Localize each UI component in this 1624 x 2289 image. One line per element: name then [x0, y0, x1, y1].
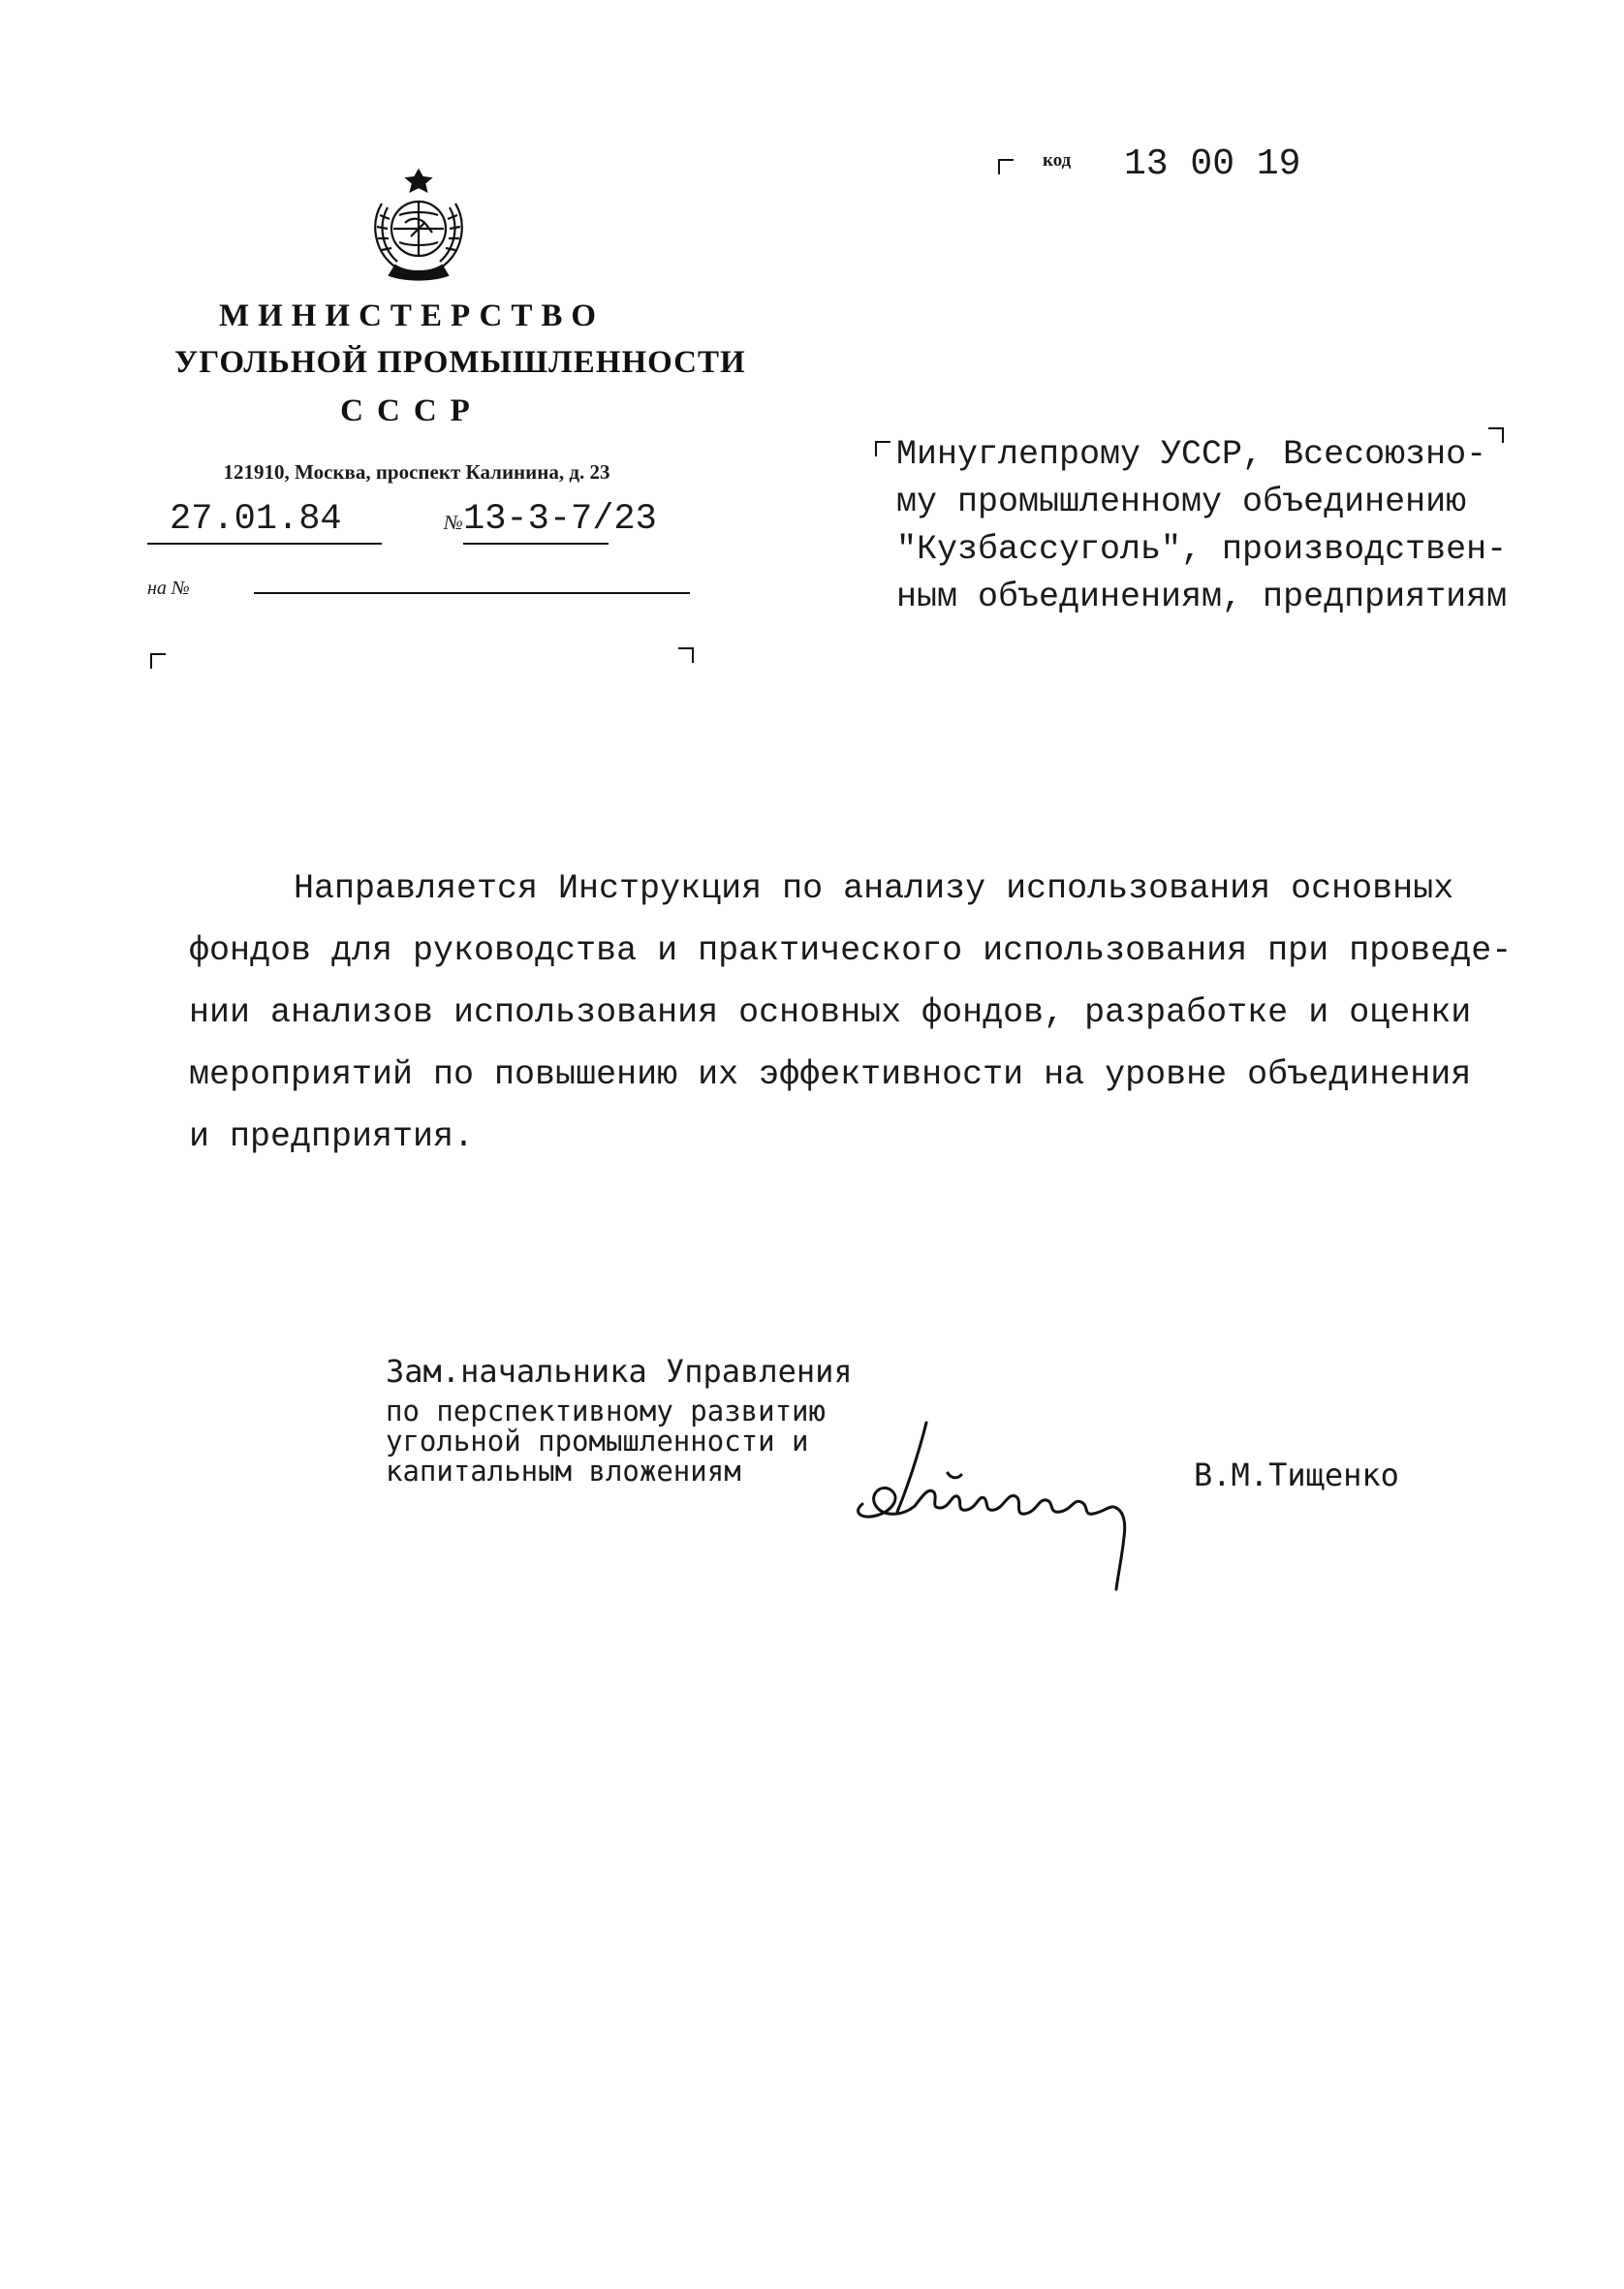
document-date: 27.01.84 — [170, 499, 342, 540]
address-field-corner-left — [150, 653, 166, 669]
body-line: мероприятий по повышению их эффективности на уровне объединения — [189, 1055, 1472, 1094]
ministry-title-line-1: МИНИСТЕРСТВО — [218, 298, 606, 333]
position-line: Зам.начальника Управления — [386, 1353, 853, 1390]
addressee-line: Минуглепрому УССР, Всесоюзно- — [896, 435, 1487, 474]
outgoing-number: 13-3-7/23 — [463, 499, 657, 540]
letter-body — [189, 858, 1526, 1168]
addressee-corner-left — [875, 441, 890, 456]
code-label: код — [1043, 150, 1072, 171]
ministry-address: 121910, Москва, проспект Калинина, д. 23 — [223, 460, 610, 484]
number-sign-label: № — [444, 511, 463, 534]
body-line: Направляется Инструкция по анализу использования основных — [294, 869, 1454, 908]
position-line: по перспективному развитию — [386, 1395, 826, 1427]
body-line: фондов для руководства и практического использования при проведе- — [189, 931, 1513, 970]
body-line: и предприятия. — [189, 1117, 475, 1156]
code-corner-mark — [998, 159, 1014, 174]
address-field-corner-right — [678, 647, 694, 663]
reference-underline — [254, 592, 690, 594]
date-underline — [147, 543, 382, 545]
signer-name: В.М.Тищенко — [1194, 1457, 1399, 1493]
outgoing-number-underline — [463, 543, 609, 545]
ministry-title-line-2: УГОЛЬНОЙ ПРОМЫШЛЕННОСТИ — [174, 345, 746, 380]
body-line: нии анализов использования основных фондов, разработке и оценки — [189, 993, 1472, 1032]
addressee-line: "Кузбассуголь", производствен- — [896, 530, 1508, 569]
addressee-line: му промышленному объединению — [896, 483, 1467, 521]
ussr-emblem-icon — [360, 165, 477, 285]
addressee-line: ным объединениям, предприятиям — [896, 578, 1508, 616]
reference-label: на № — [147, 578, 190, 599]
ministry-title-line-3: СССР — [340, 393, 484, 428]
code-value: 13 00 19 — [1124, 143, 1301, 185]
position-line: капитальным вложениям — [386, 1455, 741, 1488]
handwritten-signature — [833, 1415, 1192, 1599]
addressee-block — [896, 431, 1516, 621]
position-line: угольной промышленности и — [386, 1425, 809, 1458]
